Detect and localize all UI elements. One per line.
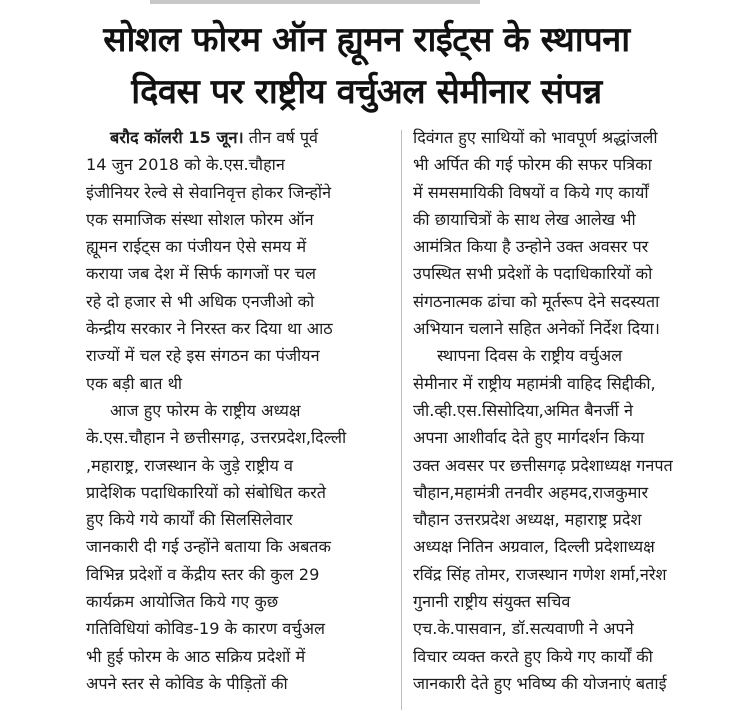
paragraph-line: कराया जब देश में सिर्फ कागजों पर चल [86, 264, 317, 284]
paragraph-line: हुए किये गये कार्यों की सिलसिलेवार [86, 510, 293, 530]
headline [0, 14, 733, 118]
column-divider [401, 130, 402, 710]
headline-line: सोशल फोरम ऑन ह्यूमन राईट्स के स्थापना [103, 20, 630, 60]
paragraph-line: विचार व्यक्त करते हुए किये गए कार्यों की [413, 646, 653, 666]
paragraph-line: चौहान,महामंत्री तनवीर अहमद,राजकुमार [413, 482, 649, 502]
paragraph-line: रहे दो हजार से भी अधिक एनजीओ को [86, 291, 315, 311]
dateline: बरौद कॉलरी 15 जून। [110, 128, 244, 147]
paragraph-line: स्थापना दिवस के राष्ट्रीय वर्चुअल [437, 346, 623, 366]
paragraph-line: जानकारी दी गई उन्होंने बताया कि अबतक [86, 537, 331, 557]
paragraph-line: ह्यूमन राईट्स का पंजीयन ऐसे समय में [86, 237, 307, 257]
paragraph-line: 14 जुन 2018 को के.एस.चौहान [86, 155, 285, 175]
paragraph-line: एक समाजिक संस्था सोशल फोरम ऑन [86, 209, 314, 229]
paragraph-line: गुनानी राष्ट्रीय संयुक्त सचिव [413, 592, 571, 612]
paragraph-line: जानकारी देते हुए भविष्य की योजनाएं बताई [413, 673, 667, 693]
paragraph-line: एक बड़ी बात थी [86, 373, 183, 393]
paragraph-line: चौहान उत्तरप्रदेश अध्यक्ष, महाराष्ट्र प्रदेश [413, 510, 642, 530]
paragraph-line: जी.व्ही.एस.सिसोदिया,अमित बैनर्जी ने [413, 400, 633, 420]
paragraph-line: राज्यों में चल रहे इस संगठन का पंजीयन [86, 346, 320, 366]
left-column [86, 124, 392, 697]
paragraph-line: भी हुई फोरम के आठ सक्रिय प्रदेशों में [86, 646, 306, 666]
paragraph-line: अध्यक्ष नितिन अग्रवाल, दिल्ली प्रदेशाध्यक्ष [413, 537, 655, 557]
paragraph-text: तीन वर्ष पूर्व [248, 128, 319, 147]
paragraph-line: प्रादेशिक पदाधिकारियों को संबोधित करते [86, 482, 327, 502]
paragraph-line: गतिविधियां कोविड-19 के कारण वर्चुअल [86, 619, 325, 639]
paragraph-line: के.एस.चौहान ने छत्तीसगढ़, उत्तरप्रदेश,दिल्ली [86, 428, 347, 448]
paragraph-line: उक्त अवसर पर छत्तीसगढ़ प्रदेशाध्यक्ष गनपत [413, 455, 673, 475]
paragraph-line: संगठनात्मक ढांचा को मूर्तरूप देने सदस्यता [413, 291, 660, 311]
right-column [413, 124, 725, 697]
paragraph-line: अभियान चलाने सहित अनेकों निर्देश दिया। [413, 319, 660, 339]
paragraph-line: अपने स्तर से कोविड के पीड़ितों की [86, 673, 288, 693]
paragraph-line: इंजीनियर रेल्वे से सेवानिवृत्त होकर जिन्होंने [86, 182, 332, 202]
paragraph-line: विभिन्न प्रदेशों व केंद्रीय स्तर की कुल 29 [86, 564, 320, 584]
paragraph-line: रविंद्र सिंह तोमर, राजस्थान गणेश शर्मा,नरेश [413, 564, 667, 584]
paragraph-line: भी अर्पित की गई फोरम की सफर पत्रिका [413, 155, 652, 175]
paragraph-line: सेमीनार में राष्ट्रीय महामंत्री वाहिद सिद्दीकी, [413, 373, 656, 393]
paragraph-line: आज हुए फोरम के राष्ट्रीय अध्यक्ष [110, 400, 301, 420]
paragraph-line: में समसमायिकी विषयों व किये गए कार्यों [413, 182, 649, 202]
paragraph-line: आमंत्रित किया है उन्होने उक्त अवसर पर [413, 237, 649, 257]
paragraph-line: कार्यक्रम आयोजित किये गए कुछ [86, 592, 279, 612]
headline-line: दिवस पर राष्ट्रीय वर्चुअल सेमीनार संपन्न [131, 72, 602, 112]
paragraph-line: दिवंगत हुए साथियों को भावपूर्ण श्रद्धांजली [413, 128, 658, 147]
top-rule [150, 0, 480, 4]
paragraph-line: अपना आशीर्वाद देते हुए मार्गदर्शन किया [413, 428, 645, 448]
paragraph-line: केन्द्रीय सरकार ने निरस्त कर दिया था आठ [86, 319, 333, 339]
paragraph-line: उपस्थित सभी प्रदेशों के पदाधिकारियों को [413, 264, 653, 284]
paragraph-line [86, 124, 392, 151]
paragraph-line: की छायाचित्रों के साथ लेख आलेख भी [413, 209, 636, 229]
paragraph-line: एच.के.पासवान, डॉ.सत्यवाणी ने अपने [413, 619, 634, 639]
paragraph-line: ,महाराष्ट्र, राजस्थान के जुड़े राष्ट्रीय व [86, 455, 294, 475]
